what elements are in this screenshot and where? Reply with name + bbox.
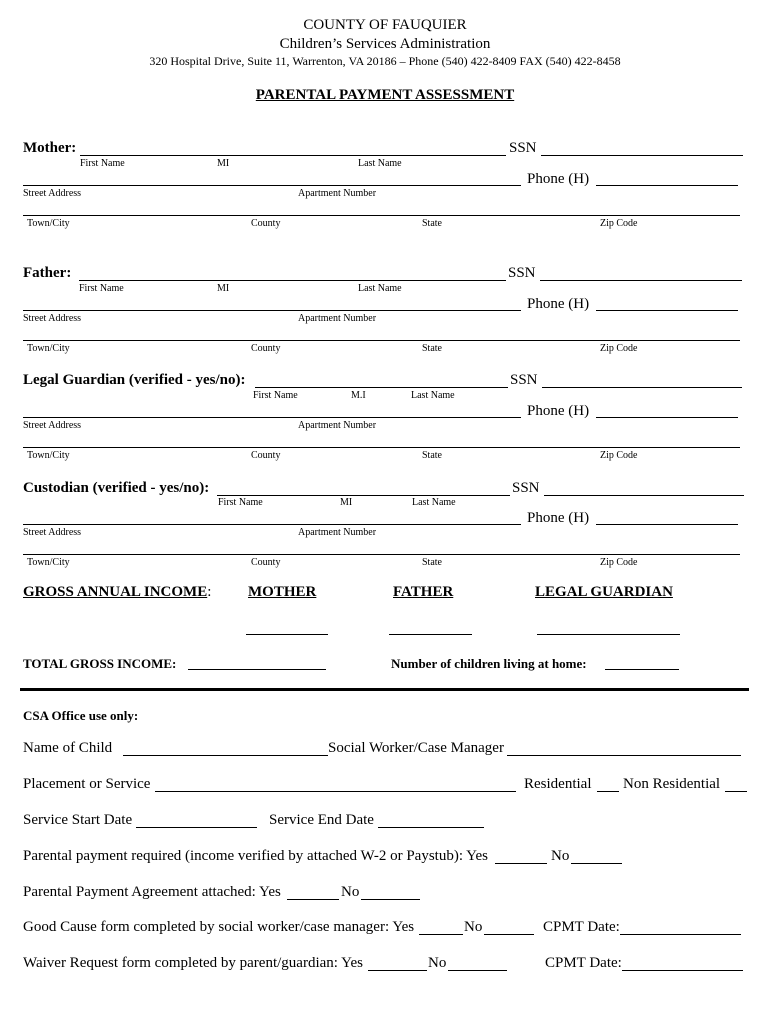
father-town-caption: Town/City [27, 343, 70, 354]
agreement-no-label: No [341, 884, 360, 900]
waiver-no-label: No [428, 955, 447, 971]
mother-ssn-label: SSN [509, 140, 537, 156]
mother-label: Mother: [23, 140, 77, 156]
custodian-town-field[interactable] [23, 554, 740, 555]
mother-zip-caption: Zip Code [600, 218, 638, 229]
custodian-zip-caption: Zip Code [600, 557, 638, 568]
father-mi-caption: MI [217, 283, 230, 294]
payment-required-no-label: No [551, 848, 570, 864]
guardian-apt-caption: Apartment Number [298, 420, 377, 431]
custodian-label: Custodian (verified - yes/no): [23, 480, 210, 496]
custodian-first-name-caption: First Name [218, 497, 263, 508]
payment-required-no-field[interactable] [571, 863, 622, 864]
form-title: PARENTAL PAYMENT ASSESSMENT [255, 87, 515, 103]
guardian-state-caption: State [422, 450, 442, 461]
waiver-cpmt-field[interactable] [622, 970, 743, 971]
guardian-phone-field[interactable] [596, 417, 738, 418]
guardian-ssn-field[interactable] [542, 387, 742, 388]
guardian-first-name-caption: First Name [253, 390, 298, 401]
social-worker-label: Social Worker/Case Manager [328, 740, 504, 756]
mother-county-caption: County [251, 218, 281, 229]
custodian-ssn-field[interactable] [544, 495, 744, 496]
mother-town-caption: Town/City [27, 218, 70, 229]
mother-phone-label: Phone (H) [527, 171, 590, 187]
service-end-field[interactable] [378, 827, 484, 828]
gross-income-heading [23, 584, 211, 601]
father-last-name-caption: Last Name [358, 283, 402, 294]
waiver-yes-field[interactable] [368, 970, 427, 971]
placement-field[interactable] [155, 791, 516, 792]
good-cause-yes-field[interactable] [419, 934, 463, 935]
guardian-town-field[interactable] [23, 447, 740, 448]
office-use-heading: CSA Office use only: [23, 708, 139, 723]
guardian-last-name-caption: Last Name [411, 390, 455, 401]
custodian-mi-caption: MI [340, 497, 353, 508]
residential-field[interactable] [597, 791, 619, 792]
custodian-state-caption: State [422, 557, 442, 568]
good-cause-label: Good Cause form completed by social worker/case manager: Yes [23, 919, 415, 935]
mother-name-field[interactable] [80, 155, 506, 156]
agency-name: Children’s Services Administration [279, 36, 491, 52]
father-street-caption: Street Address [23, 313, 82, 324]
mother-street-caption: Street Address [23, 188, 82, 199]
mother-phone-field[interactable] [596, 185, 738, 186]
name-of-child-field[interactable] [123, 755, 328, 756]
income-guardian-heading: LEGAL GUARDIAN [535, 584, 673, 600]
guardian-street-field[interactable] [23, 417, 521, 418]
payment-required-yes-field[interactable] [495, 863, 547, 864]
father-phone-field[interactable] [596, 310, 738, 311]
agreement-label: Parental Payment Agreement attached: Yes [23, 884, 281, 900]
guardian-street-caption: Street Address [23, 420, 82, 431]
guardian-mi-caption: M.I [351, 390, 366, 401]
agreement-no-field[interactable] [361, 899, 420, 900]
mother-street-field[interactable] [23, 185, 521, 186]
father-apt-caption: Apartment Number [298, 313, 377, 324]
social-worker-field[interactable] [507, 755, 741, 756]
children-at-home-label: Number of children living at home: [391, 656, 587, 671]
mother-first-name-caption: First Name [80, 158, 125, 169]
good-cause-cpmt-field[interactable] [620, 934, 741, 935]
father-label: Father: [23, 265, 72, 281]
custodian-ssn-label: SSN [512, 480, 540, 496]
income-mother-field[interactable] [246, 634, 328, 635]
residential-label: Residential [524, 776, 592, 792]
payment-required-label: Parental payment required (income verified by attached W-2 or Paystub): Yes [23, 848, 489, 864]
gross-income-label: GROSS ANNUAL INCOME [23, 584, 208, 600]
total-gross-income-label: TOTAL GROSS INCOME: [23, 656, 177, 671]
county-name: COUNTY OF FAUQUIER [303, 17, 467, 33]
father-name-field[interactable] [79, 280, 506, 281]
father-first-name-caption: First Name [79, 283, 124, 294]
agency-address: 320 Hospital Drive, Suite 11, Warrenton, VA 20186 – Phone (540) 422-8409 FAX (540) 422-8458 [149, 54, 621, 68]
service-end-label: Service End Date [269, 812, 374, 828]
father-state-caption: State [422, 343, 442, 354]
non-residential-label: Non Residential [623, 776, 721, 792]
waiver-label: Waiver Request form completed by parent/guardian: Yes [23, 955, 363, 971]
name-of-child-label: Name of Child [23, 740, 113, 756]
waiver-cpmt-label: CPMT Date: [545, 955, 622, 971]
guardian-label: Legal Guardian (verified - yes/no): [23, 372, 246, 388]
custodian-apt-caption: Apartment Number [298, 527, 377, 538]
mother-state-caption: State [422, 218, 442, 229]
custodian-street-field[interactable] [23, 524, 521, 525]
father-ssn-field[interactable] [540, 280, 742, 281]
custodian-phone-field[interactable] [596, 524, 738, 525]
gross-income-colon: : [207, 584, 212, 600]
custodian-name-field[interactable] [217, 495, 510, 496]
mother-apt-caption: Apartment Number [298, 188, 377, 199]
placement-label: Placement or Service [23, 776, 151, 792]
agreement-yes-field[interactable] [287, 899, 339, 900]
income-father-heading: FATHER [393, 584, 454, 600]
mother-town-field[interactable] [23, 215, 740, 216]
custodian-phone-label: Phone (H) [527, 510, 590, 526]
service-start-field[interactable] [136, 827, 257, 828]
guardian-name-field[interactable] [255, 387, 508, 388]
good-cause-cpmt-label: CPMT Date: [543, 919, 620, 935]
income-mother-heading: MOTHER [248, 584, 317, 600]
guardian-town-caption: Town/City [27, 450, 70, 461]
good-cause-no-label: No [464, 919, 483, 935]
income-father-field[interactable] [389, 634, 472, 635]
custodian-town-caption: Town/City [27, 557, 70, 568]
custodian-county-caption: County [251, 557, 281, 568]
guardian-phone-label: Phone (H) [527, 403, 590, 419]
father-county-caption: County [251, 343, 281, 354]
children-at-home-field[interactable] [605, 669, 679, 670]
guardian-ssn-label: SSN [510, 372, 538, 388]
section-divider [20, 688, 749, 691]
father-ssn-label: SSN [508, 265, 536, 281]
father-town-field[interactable] [23, 340, 740, 341]
non-residential-field[interactable] [725, 791, 747, 792]
total-gross-income-field[interactable] [188, 669, 326, 670]
father-zip-caption: Zip Code [600, 343, 638, 354]
father-street-field[interactable] [23, 310, 521, 311]
service-start-label: Service Start Date [23, 812, 133, 828]
mother-mi-caption: MI [217, 158, 230, 169]
mother-last-name-caption: Last Name [358, 158, 402, 169]
income-guardian-field[interactable] [537, 634, 680, 635]
father-phone-label: Phone (H) [527, 296, 590, 312]
mother-ssn-field[interactable] [541, 155, 743, 156]
custodian-last-name-caption: Last Name [412, 497, 456, 508]
good-cause-no-field[interactable] [484, 934, 534, 935]
waiver-no-field[interactable] [448, 970, 507, 971]
guardian-county-caption: County [251, 450, 281, 461]
custodian-street-caption: Street Address [23, 527, 82, 538]
guardian-zip-caption: Zip Code [600, 450, 638, 461]
